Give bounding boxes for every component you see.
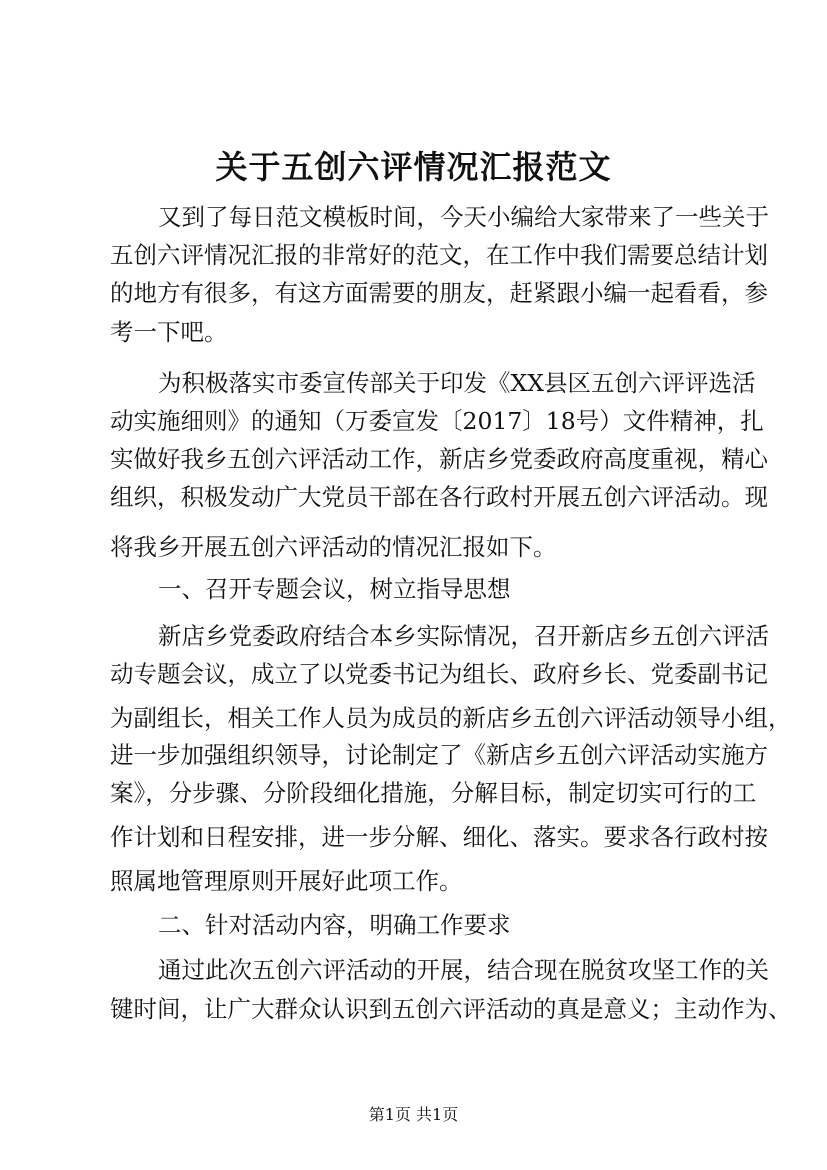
- page-footer: 第1页 共1页: [368, 1105, 459, 1124]
- paragraph-line: 动实施细则》的通知（万委宣发〔2017〕18号）文件精神，扎: [110, 407, 764, 435]
- paragraph-line: 的地方有很多，有这方面需要的朋友，赶紧跟小编一起看看，参: [110, 279, 768, 307]
- paragraph-line: 通过此次五创六评活动的开展，结合现在脱贫攻坚工作的关: [158, 956, 769, 984]
- paragraph-line: 又到了每日范文模板时间，今天小编给大家带来了一些关于: [158, 203, 769, 231]
- paragraph-line: 实做好我乡五创六评活动工作，新店乡党委政府高度重视，精心: [110, 445, 768, 473]
- document-title: 关于五创六评情况汇报范文: [215, 148, 612, 186]
- paragraph-line: 组织，积极发动广大党员干部在各行政村开展五创六评活动。现: [110, 483, 768, 511]
- paragraph-line: 为副组长，相关工作人员为成员的新店乡五创六评活动领导小组，: [110, 704, 792, 732]
- paragraph-line: 键时间，让广大群众认识到五创六评活动的真是意义；主动作为、: [110, 995, 792, 1023]
- section-heading: 二、针对活动内容，明确工作要求: [158, 911, 511, 939]
- paragraph-line: 作计划和日程安排，进一步分解、细化、落实。要求各行政村按: [110, 823, 768, 851]
- paragraph-line: 案》，分步骤、分阶段细化措施，分解目标，制定切实可行的工: [110, 779, 757, 807]
- paragraph-line: 将我乡开展五创六评活动的情况汇报如下。: [110, 533, 557, 561]
- paragraph-line: 进一步加强组织领导，讨论制定了《新店乡五创六评活动实施方: [110, 741, 768, 769]
- paragraph-line: 五创六评情况汇报的非常好的范文，在工作中我们需要总结计划: [110, 241, 768, 269]
- paragraph-line: 动专题会议，成立了以党委书记为组长、政府乡长、党委副书记: [110, 660, 768, 688]
- paragraph-line: 新店乡党委政府结合本乡实际情况，召开新店乡五创六评活: [158, 622, 769, 650]
- paragraph-line: 为积极落实市委宣传部关于印发《XX县区五创六评评选活: [158, 369, 756, 397]
- paragraph-line: 考一下吧。: [110, 318, 228, 346]
- section-heading: 一、召开专题会议，树立指导思想: [158, 575, 511, 603]
- paragraph-line: 照属地管理原则开展好此项工作。: [110, 867, 463, 895]
